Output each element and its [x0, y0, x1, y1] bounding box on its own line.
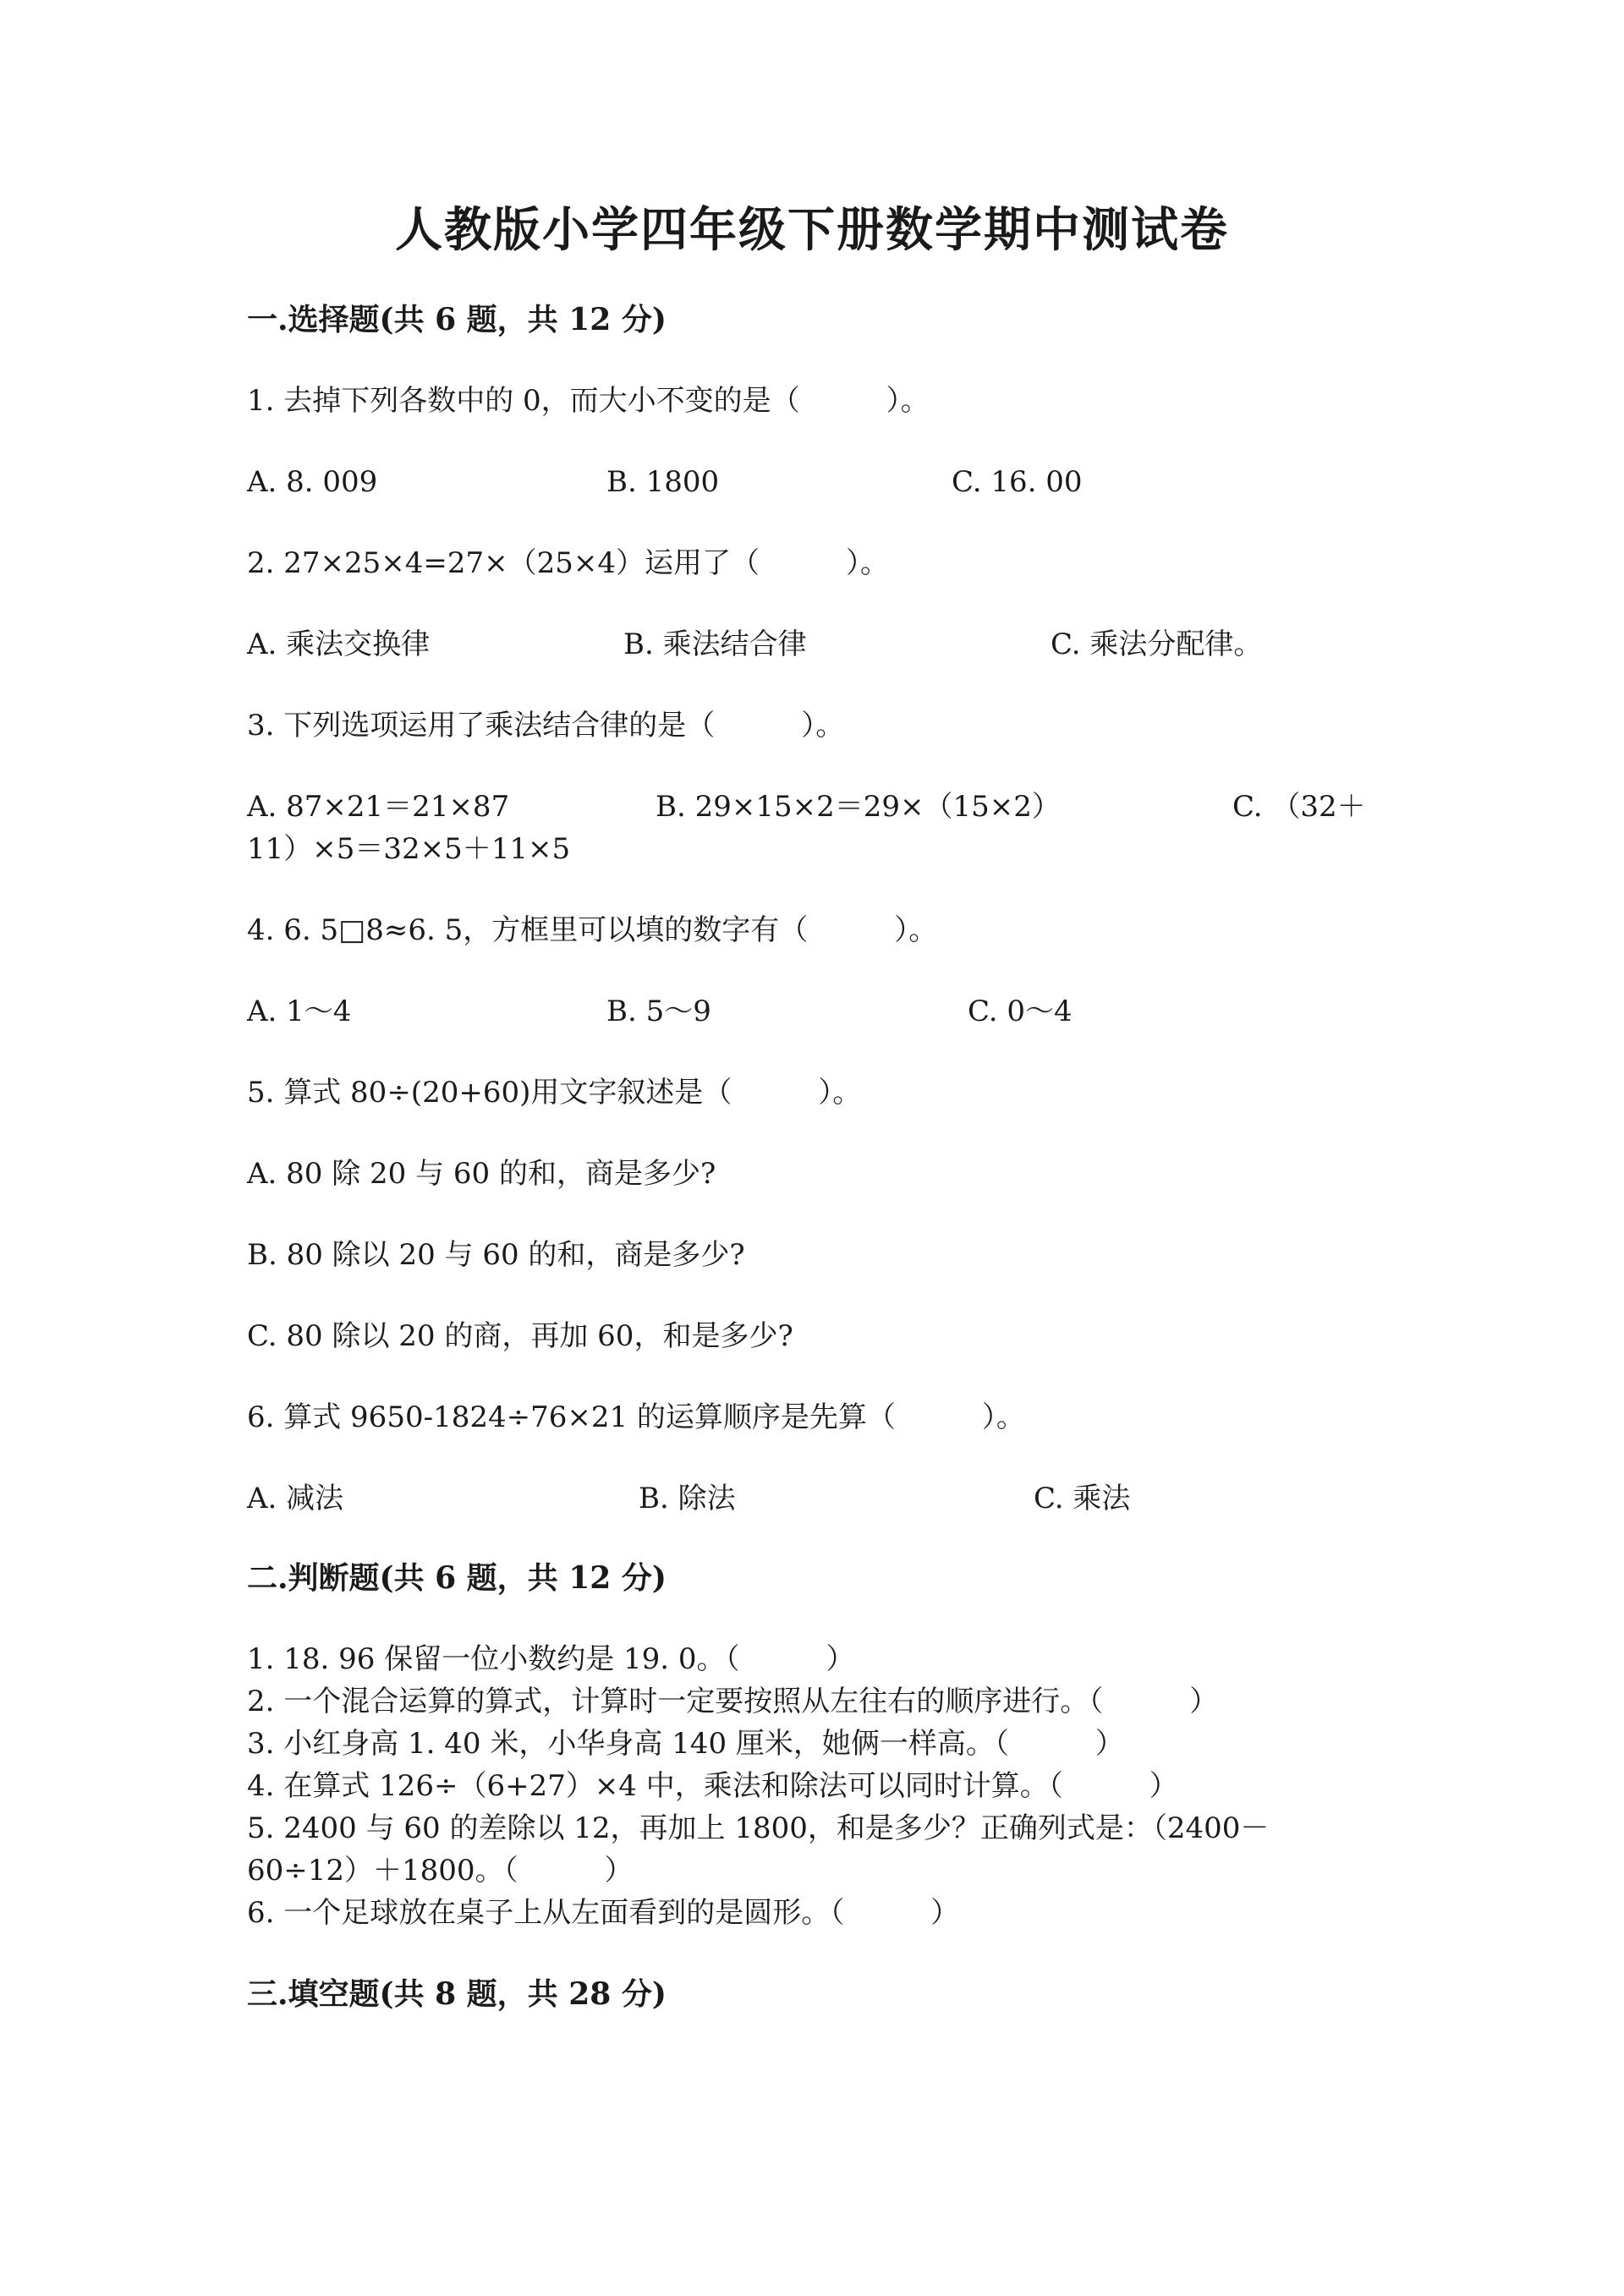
- option-b: B. 80 除以 20 与 60 的和，商是多少?: [247, 1238, 745, 1272]
- question-stem: 2. 27×25×4=27×（25×4）运用了（ ）。: [247, 546, 890, 580]
- exam-title: 人教版小学四年级下册数学期中测试卷: [395, 202, 1229, 258]
- option-b: B. 29×15×2＝29×（15×2）: [656, 790, 1061, 824]
- judgement-item: 2. 一个混合运算的算式，计算时一定要按照从左往右的顺序进行。（ ）: [247, 1685, 1219, 1718]
- question-stem: 1. 去掉下列各数中的 0，而大小不变的是（ ）。: [247, 384, 930, 418]
- option-c-continuation: 11）×5＝32×5＋11×5: [247, 832, 571, 866]
- option-b: B. 5～9: [606, 995, 711, 1028]
- judgement-item: 5. 2400 与 60 的差除以 12，再加上 1800，和是多少？正确列式是：（2400－: [247, 1811, 1270, 1845]
- judgement-item-continuation: 60÷12）＋1800。（ ）: [247, 1854, 634, 1888]
- option-a: A. 乘法交换律: [247, 627, 431, 661]
- section-heading-fill-in: 三.填空题(共 8 题，共 28 分): [247, 1976, 667, 2012]
- option-a: A. 87×21＝21×87: [247, 790, 510, 824]
- question-stem: 5. 算式 80÷(20+60)用文字叙述是（ ）。: [247, 1076, 862, 1110]
- section-heading-choice: 一.选择题(共 6 题，共 12 分): [247, 302, 667, 337]
- judgement-item: 1. 18. 96 保留一位小数约是 19. 0。（ ）: [247, 1642, 855, 1676]
- option-a: A. 减法: [247, 1482, 344, 1515]
- option-a: A. 80 除 20 与 60 的和，商是多少?: [247, 1157, 716, 1191]
- option-b: B. 1800: [606, 465, 720, 499]
- judgement-item: 3. 小红身高 1. 40 米，小华身高 140 厘米，她俩一样高。（ ）: [247, 1727, 1124, 1761]
- option-c: C. 16. 00: [952, 465, 1083, 499]
- option-c: C. 80 除以 20 的商，再加 60，和是多少?: [247, 1319, 793, 1353]
- option-c: C. 乘法分配律。: [1051, 627, 1263, 661]
- option-a: A. 1～4: [247, 995, 352, 1028]
- option-c: C. 0～4: [968, 995, 1073, 1028]
- question-stem: 6. 算式 9650-1824÷76×21 的运算顺序是先算（ ）。: [247, 1400, 1025, 1434]
- question-stem: 4. 6. 5□8≈6. 5，方框里可以填的数字有（ ）。: [247, 913, 938, 947]
- option-b: B. 除法: [639, 1482, 736, 1515]
- option-c: C. （32＋: [1232, 790, 1366, 824]
- option-c: C. 乘法: [1034, 1482, 1131, 1515]
- option-b: B. 乘法结合律: [623, 627, 807, 661]
- question-stem: 3. 下列选项运用了乘法结合律的是（ ）。: [247, 709, 845, 743]
- judgement-item: 6. 一个足球放在桌子上从左面看到的是圆形。（ ）: [247, 1896, 960, 1930]
- judgement-item: 4. 在算式 126÷（6+27）×4 中，乘法和除法可以同时计算。（ ）: [247, 1769, 1178, 1803]
- option-a: A. 8. 009: [247, 465, 378, 499]
- section-heading-judgement: 二.判断题(共 6 题，共 12 分): [247, 1560, 667, 1596]
